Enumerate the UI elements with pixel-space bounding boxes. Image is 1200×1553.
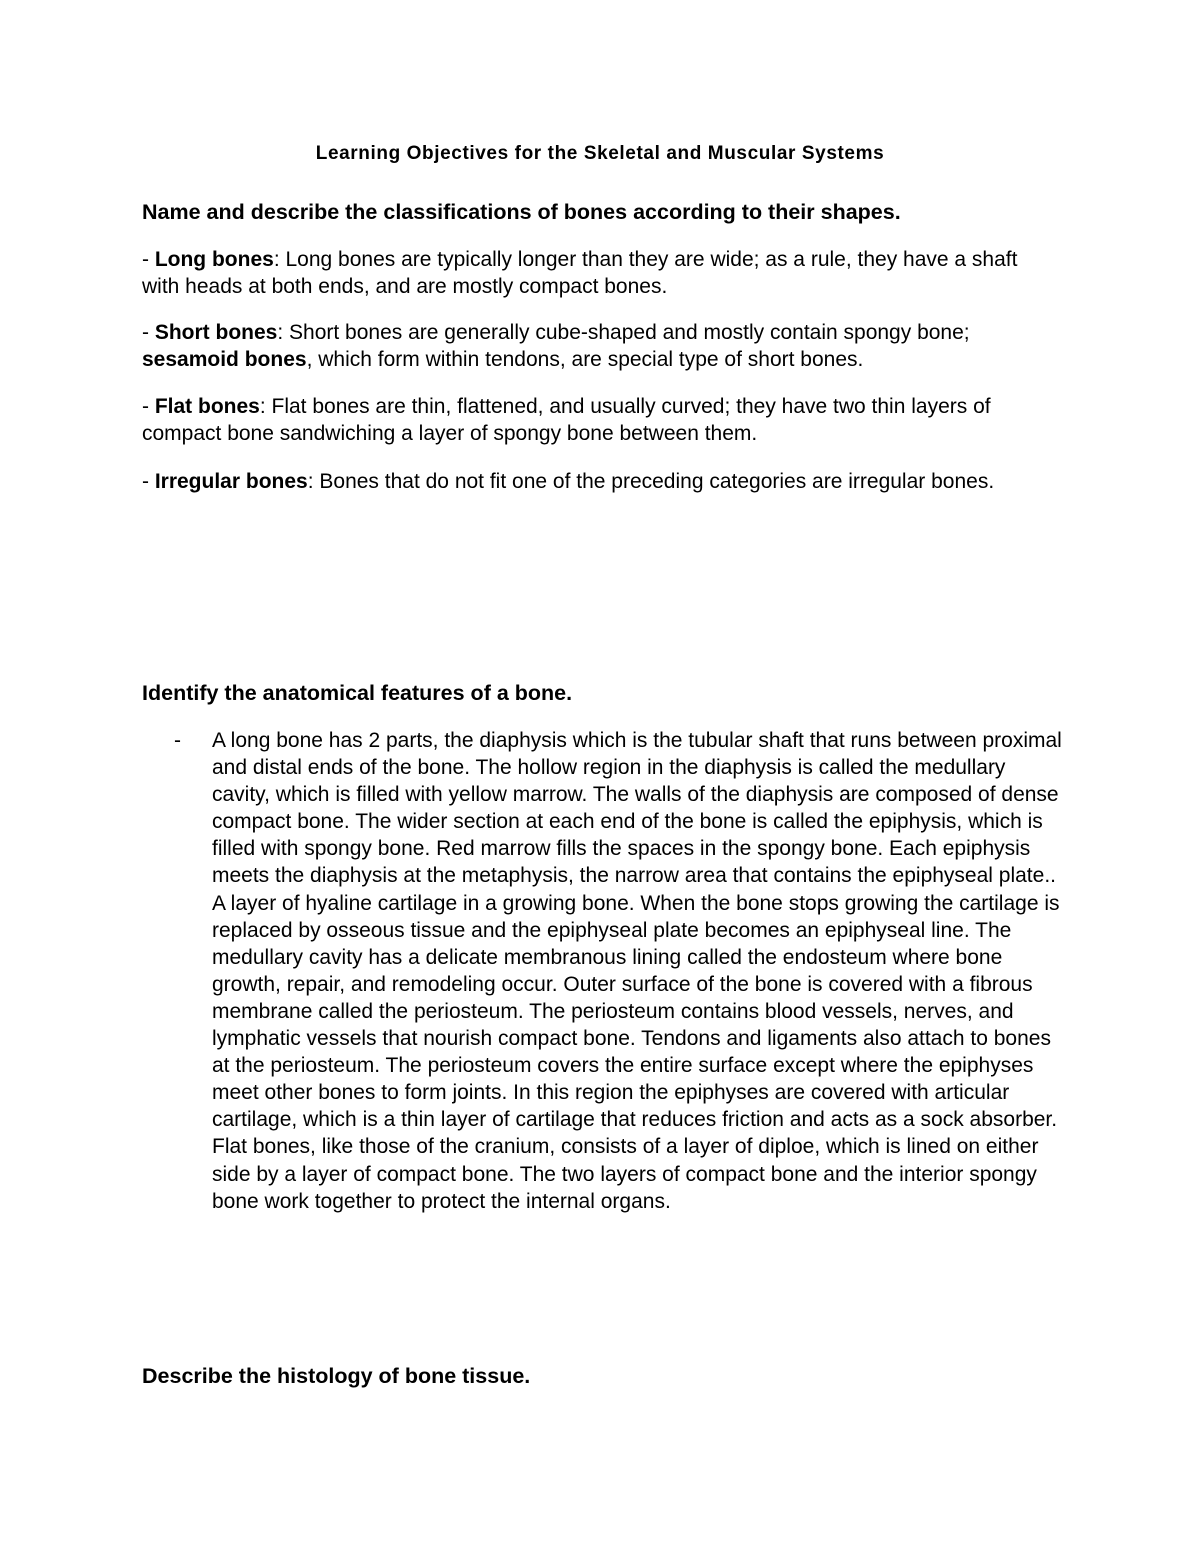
- item-prefix: -: [142, 470, 155, 493]
- item-prefix: -: [142, 248, 155, 271]
- term-irregular-bones: Irregular bones: [154, 470, 308, 493]
- section-heading-anatomical-features: Identify the anatomical features of a bone.: [142, 681, 573, 705]
- term-short-bones: Short bones: [154, 321, 278, 344]
- paragraph-flat-bones: [142, 393, 1047, 447]
- section-heading-bone-histology: Describe the histology of bone tissue.: [142, 1364, 531, 1388]
- term-sesamoid-bones: sesamoid bones: [142, 348, 307, 371]
- paragraph-long-bones: [142, 246, 1047, 300]
- definition-irregular-bones: : Bones that do not fit one of the preceding categories are irregular bones.: [307, 470, 995, 493]
- definition-flat-bones: : Flat bones are thin, flattened, and usually curved; they have two thin layers of compact bone sandwiching a layer of spongy bone between them.: [142, 395, 991, 445]
- section-heading-bone-classifications: Name and describe the classifications of bones according to their shapes.: [142, 200, 901, 224]
- bullet-marker: -: [174, 729, 181, 752]
- item-prefix: -: [142, 395, 155, 418]
- term-flat-bones: Flat bones: [154, 395, 260, 418]
- bullet-text-long-bone-anatomy: A long bone has 2 parts, the diaphysis which is the tubular shaft that runs between proximal and distal ends of the bone. The hollow region in the diaphysis is called the medullary cavity, which is filled with yellow marrow. The walls of the diaphysis are composed of dense compact bone. The wider section at each end of the bone is called the epiphysis, which is filled with spongy bone. Red marrow fills the spaces in the spongy bone. Each epiphysis meets the diaphysis at the metaphysis, the narrow area that contains the epiphyseal plate.. A layer of hyaline cartilage in a growing bone. When the bone stops growing the cartilage is replaced by osseous tissue and the epiphyseal plate becomes an epiphyseal line. The medullary cavity has a delicate membranous lining called the endosteum where bone growth, repair, and remodeling occur. Outer surface of the bone is covered with a fibrous membrane called the periosteum. The periosteum contains blood vessels, nerves, and lymphatic vessels that nourish compact bone. Tendons and ligaments also attach to bones at the periosteum. The periosteum covers the entire surface except where the epiphyses meet other bones to form joints. In this region the epiphyses are covered with articular cartilage, which is a thin layer of cartilage that reduces friction and acts as a sock absorber. Flat bones, like those of the cranium, consists of a layer of diploe, which is lined on either side by a layer of compact bone. The two layers of compact bone and the interior spongy bone work together to protect the internal organs.: [212, 729, 1062, 1213]
- document-page: [142, 0, 1062, 1553]
- document-title: Learning Objectives for the Skeletal and Muscular Systems: [315, 143, 885, 164]
- definition-sesamoid-bones: , which form within tendons, are special type of short bones.: [306, 348, 864, 371]
- term-long-bones: Long bones: [154, 248, 274, 271]
- paragraph-irregular-bones: [142, 468, 1047, 495]
- paragraph-short-bones: [142, 319, 1047, 373]
- item-prefix: -: [142, 321, 155, 344]
- definition-long-bones: : Long bones are typically longer than they are wide; as a rule, they have a shaft with heads at both ends, and are mostly compact bones.: [142, 248, 1018, 298]
- definition-short-bones: : Short bones are generally cube-shaped and mostly contain spongy bone;: [277, 321, 970, 344]
